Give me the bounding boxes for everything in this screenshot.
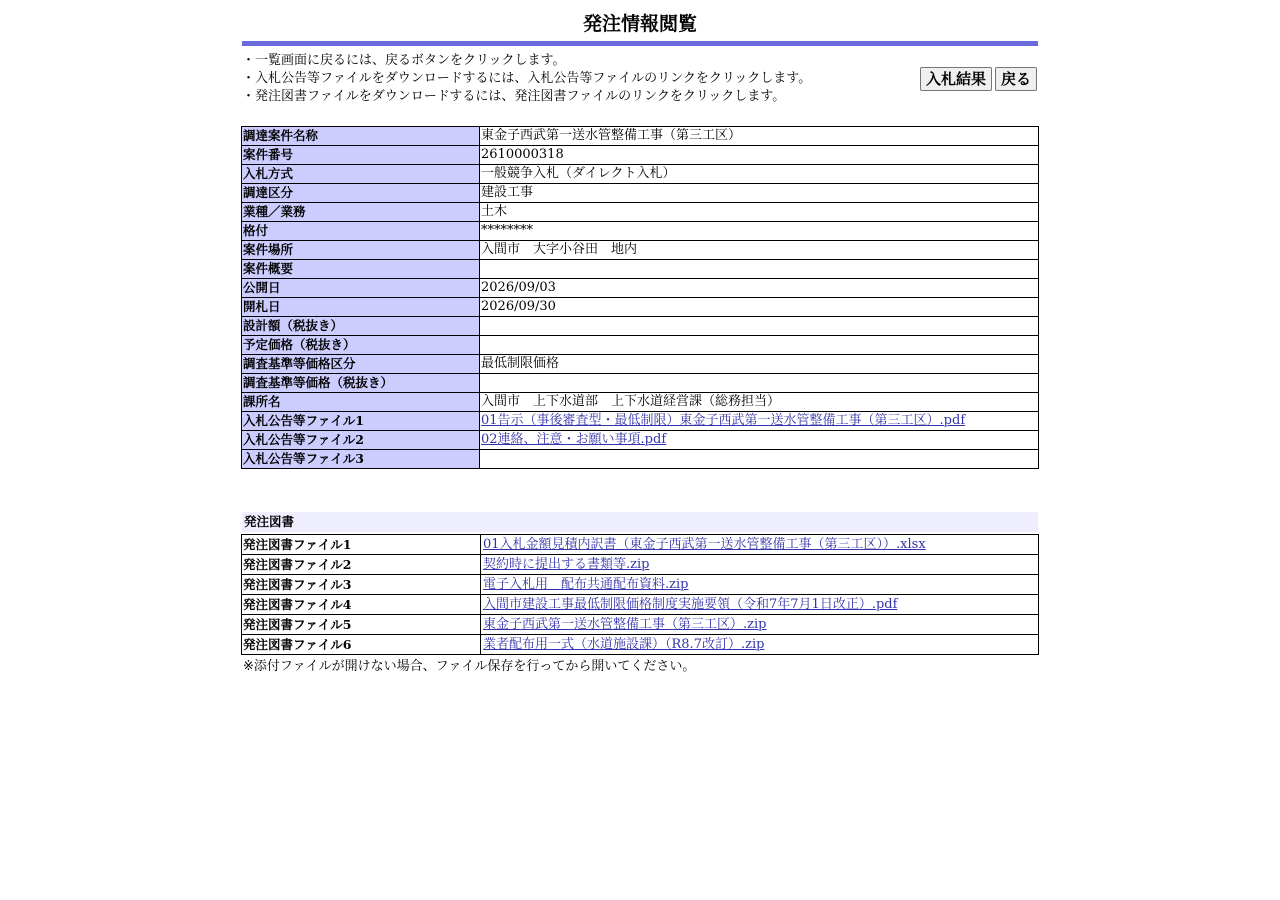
info-row [242, 203, 1039, 222]
info-row [242, 355, 1039, 374]
info-label: 案件場所 [242, 241, 480, 260]
documents-section-heading: 発注図書 [242, 512, 1038, 532]
info-label: 業種／業務 [242, 203, 480, 222]
info-row [242, 184, 1039, 203]
info-label: 予定価格（税抜き） [242, 336, 480, 355]
info-label: 入札公告等ファイル3 [242, 450, 480, 469]
document-row [242, 575, 1039, 595]
info-value [480, 317, 1039, 336]
info-label: 開札日 [242, 298, 480, 317]
info-label: 設計額（税抜き） [242, 317, 480, 336]
footnote: ※添付ファイルが開けない場合、ファイル保存を行ってから開いてください。 [243, 659, 696, 674]
document-label: 発注図書ファイル2 [242, 555, 481, 575]
document-file-link[interactable]: 電子入札用 配布共通配布資料.zip [483, 577, 689, 592]
document-row [242, 615, 1039, 635]
info-row [242, 374, 1039, 393]
document-file-link[interactable]: 東金子西武第一送水管整備工事（第三工区）.zip [483, 617, 767, 632]
info-label: 格付 [242, 222, 480, 241]
info-row [242, 393, 1039, 412]
document-value [481, 575, 1039, 595]
info-value: 入間市 大字小谷田 地内 [480, 241, 1039, 260]
announcement-file-link[interactable]: 01告示（事後審査型・最低制限）東金子西武第一送水管整備工事（第三工区）.pdf [481, 413, 966, 428]
document-file-link[interactable]: 契約時に提出する書類等.zip [483, 557, 650, 572]
document-file-link[interactable]: 入間市建設工事最低制限価格制度実施要領（令和7年7月1日改正）.pdf [483, 597, 898, 612]
document-row [242, 535, 1039, 555]
info-value: 一般競争入札（ダイレクト入札） [480, 165, 1039, 184]
info-value [480, 450, 1039, 469]
info-value: 2026/09/30 [480, 298, 1039, 317]
procurement-info-table [241, 126, 1039, 469]
info-value [480, 412, 1039, 431]
document-value [481, 555, 1039, 575]
instruction-line: ・入札公告等ファイルをダウンロードするには、入札公告等ファイルのリンクをクリックします。 [242, 71, 812, 86]
document-value [481, 615, 1039, 635]
info-row [242, 146, 1039, 165]
instructions [242, 52, 922, 106]
instruction-line: ・発注図書ファイルをダウンロードするには、発注図書ファイルのリンクをクリックします。 [242, 89, 786, 104]
info-row [242, 127, 1039, 146]
info-label: 調達案件名称 [242, 127, 480, 146]
back-button[interactable]: 戻る [995, 67, 1037, 91]
info-label: 課所名 [242, 393, 480, 412]
info-row [242, 298, 1039, 317]
info-value [480, 260, 1039, 279]
info-row [242, 336, 1039, 355]
document-label: 発注図書ファイル1 [242, 535, 481, 555]
document-label: 発注図書ファイル6 [242, 635, 481, 655]
info-value [480, 431, 1039, 450]
document-value [481, 595, 1039, 615]
page-title: 発注情報閲覧 [582, 13, 697, 35]
title-divider [242, 41, 1038, 46]
info-row [242, 260, 1039, 279]
info-value: 東金子西武第一送水管整備工事（第三工区） [480, 127, 1039, 146]
document-value [481, 635, 1039, 655]
info-value [480, 336, 1039, 355]
document-file-link[interactable]: 業者配布用一式（水道施設課）（R8.7改訂）.zip [483, 637, 765, 652]
info-label: 入札公告等ファイル1 [242, 412, 480, 431]
document-label: 発注図書ファイル5 [242, 615, 481, 635]
info-row [242, 317, 1039, 336]
info-value: 入間市 上下水道部 上下水道経営課（総務担当） [480, 393, 1039, 412]
info-row [242, 165, 1039, 184]
info-row [242, 241, 1039, 260]
document-label: 発注図書ファイル4 [242, 595, 481, 615]
document-label: 発注図書ファイル3 [242, 575, 481, 595]
documents-table [241, 534, 1039, 655]
document-row [242, 635, 1039, 655]
document-file-link[interactable]: 01入札金額見積内訳書（東金子西武第一送水管整備工事（第三工区））.xlsx [483, 537, 926, 552]
document-row [242, 595, 1039, 615]
info-label: 調査基準等価格（税抜き） [242, 374, 480, 393]
info-label: 入札方式 [242, 165, 480, 184]
info-row [242, 450, 1039, 469]
info-label: 入札公告等ファイル2 [242, 431, 480, 450]
bid-result-button[interactable]: 入札結果 [920, 67, 992, 91]
info-row [242, 279, 1039, 298]
info-row [242, 412, 1039, 431]
info-label: 案件番号 [242, 146, 480, 165]
info-label: 案件概要 [242, 260, 480, 279]
info-value: 最低制限価格 [480, 355, 1039, 374]
info-label: 調査基準等価格区分 [242, 355, 480, 374]
announcement-file-link[interactable]: 02連絡、注意・お願い事項.pdf [481, 432, 667, 447]
info-value [480, 374, 1039, 393]
info-value: 2610000318 [480, 146, 1039, 165]
info-value: 土木 [480, 203, 1039, 222]
info-value: ******** [480, 222, 1039, 241]
document-value [481, 535, 1039, 555]
info-label: 公開日 [242, 279, 480, 298]
info-value: 2026/09/03 [480, 279, 1039, 298]
info-value: 建設工事 [480, 184, 1039, 203]
instruction-line: ・一覧画面に戻るには、戻るボタンをクリックします。 [242, 53, 566, 68]
document-row [242, 555, 1039, 575]
info-row [242, 222, 1039, 241]
info-row [242, 431, 1039, 450]
info-label: 調達区分 [242, 184, 480, 203]
action-buttons [920, 67, 1037, 91]
